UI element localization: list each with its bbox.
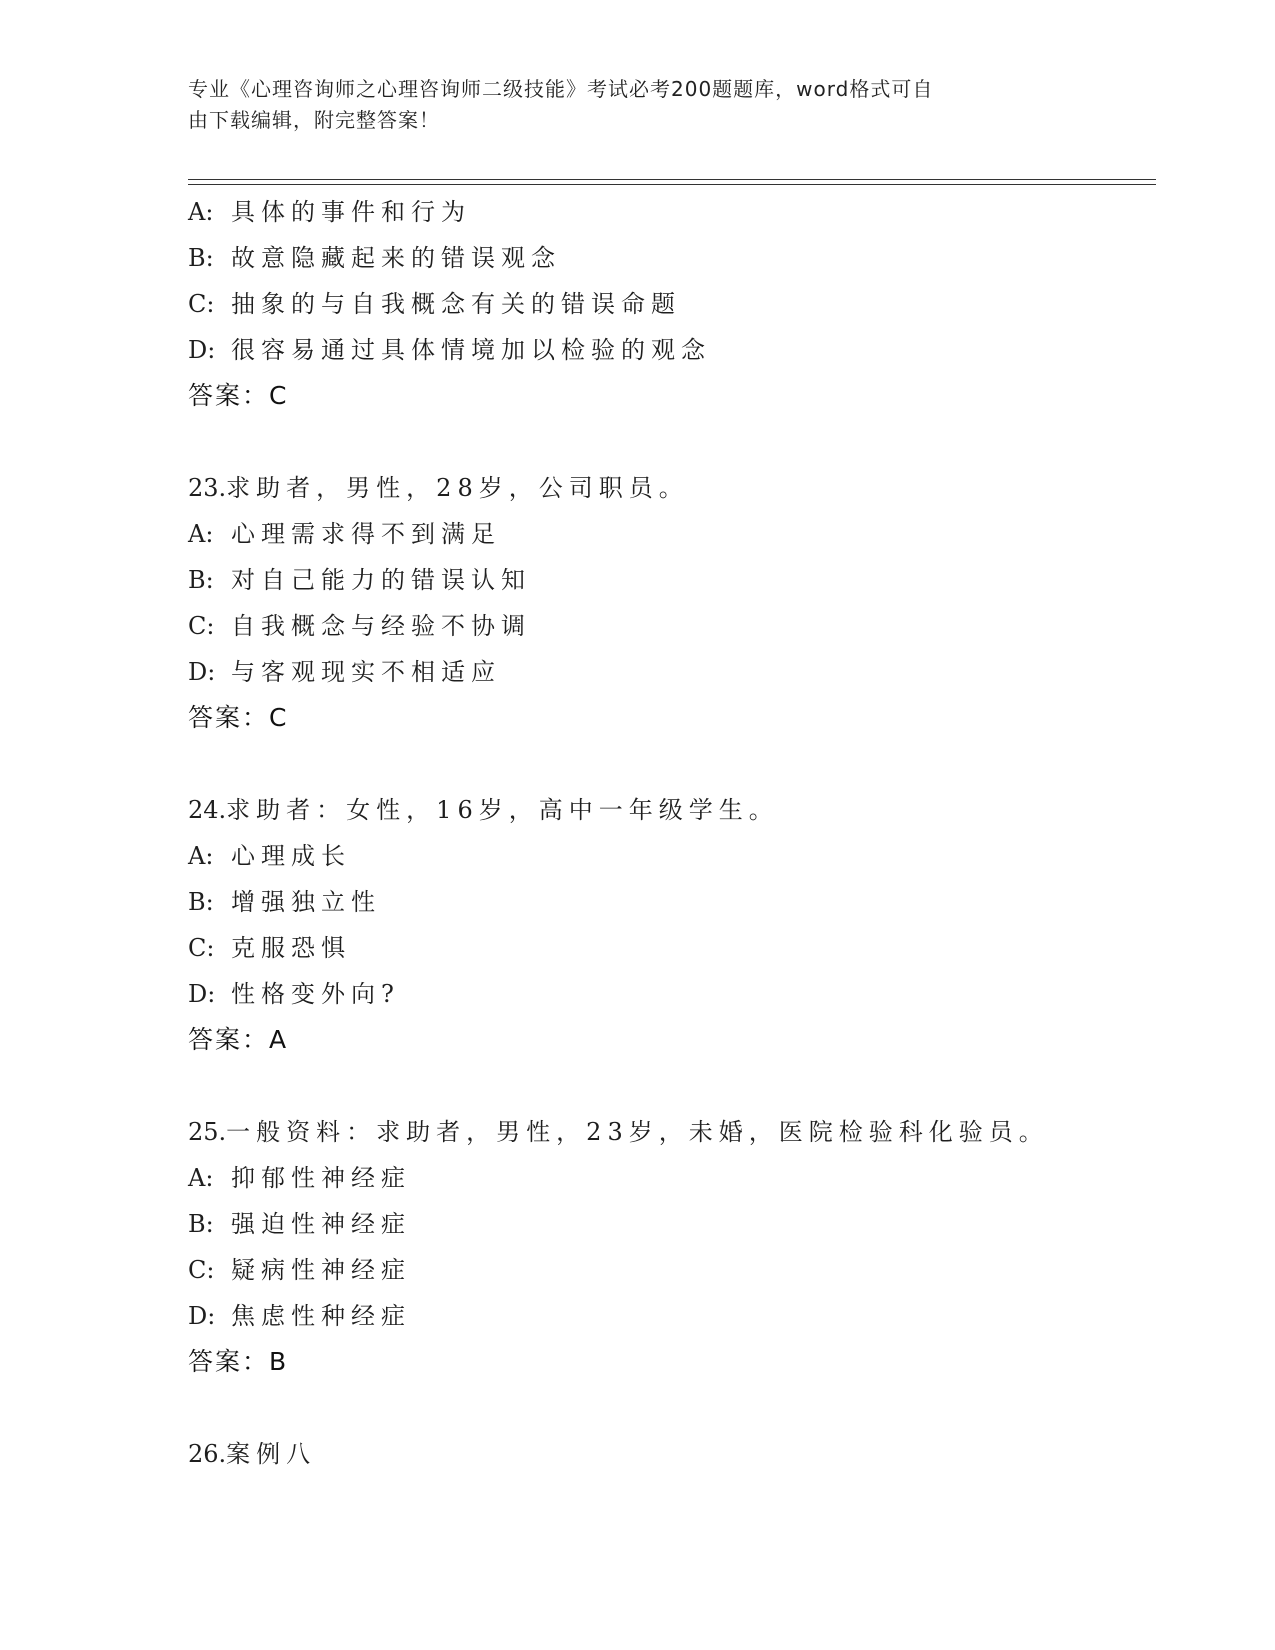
option-key: A: (188, 520, 214, 548)
option-b (188, 879, 1148, 925)
question-stem (188, 465, 1148, 511)
option-key: B: (188, 888, 214, 916)
question-text: 一般资料：求助者，男性，23岁，未婚，医院检验科化验员。 (226, 1118, 1049, 1146)
option-text: 心理成长 (231, 842, 351, 870)
header-line-2: 由下载编辑，附完整答案！ (188, 108, 440, 132)
header-divider-bottom (188, 184, 1156, 185)
question-number: 23. (188, 474, 227, 502)
header-divider-top (188, 179, 1156, 180)
answer-line: 答案：B (188, 1347, 289, 1376)
answer-line: 答案：A (188, 1025, 289, 1054)
question-number: 25. (188, 1118, 227, 1146)
option-a (188, 1155, 1148, 1201)
option-b (188, 235, 1148, 281)
option-key: A: (188, 1164, 214, 1192)
question-text: 求助者，男性，28岁，公司职员。 (226, 474, 689, 502)
option-c (188, 925, 1148, 971)
option-text: 性格变外向? (231, 980, 400, 1008)
option-b (188, 1201, 1148, 1247)
spacer (188, 1385, 1148, 1431)
spacer (188, 419, 1148, 465)
option-key: D: (188, 336, 216, 364)
option-text: 很容易通过具体情境加以检验的观念 (231, 336, 711, 364)
option-b (188, 557, 1148, 603)
option-text: 疑病性神经症 (231, 1256, 411, 1284)
answer-line: 答案：C (188, 381, 289, 410)
question-block-23 (188, 465, 1148, 741)
question-number: 26. (188, 1440, 227, 1468)
question-block-25 (188, 1109, 1148, 1385)
question-text: 求助者：女性，16岁，高中一年级学生。 (226, 796, 779, 824)
option-text: 增强独立性 (231, 888, 381, 916)
option-text: 故意隐藏起来的错误观念 (231, 244, 561, 272)
question-text: 案例八 (226, 1440, 317, 1468)
option-text: 自我概念与经验不协调 (231, 612, 531, 640)
answer-line: 答案：C (188, 703, 289, 732)
option-key: B: (188, 566, 214, 594)
option-key: B: (188, 244, 214, 272)
option-c (188, 1247, 1148, 1293)
question-block-22 (188, 189, 1148, 419)
option-d (188, 971, 1148, 1017)
option-d (188, 649, 1148, 695)
question-stem (188, 787, 1148, 833)
option-text: 具体的事件和行为 (231, 198, 471, 226)
option-text: 抽象的与自我概念有关的错误命题 (231, 290, 681, 318)
question-block-26 (188, 1431, 1148, 1477)
option-text: 抑郁性神经症 (231, 1164, 411, 1192)
option-key: D: (188, 980, 216, 1008)
question-stem (188, 1431, 1148, 1477)
option-text: 焦虑性种经症 (231, 1302, 411, 1330)
option-text: 克服恐惧 (231, 934, 351, 962)
question-list (188, 189, 1148, 1477)
header-line-1: 专业《心理咨询师之心理咨询师二级技能》考试必考200题题库，word格式可自 (188, 77, 934, 101)
question-stem (188, 1109, 1148, 1155)
option-text: 强迫性神经症 (231, 1210, 411, 1238)
option-text: 对自己能力的错误认知 (231, 566, 531, 594)
document-header (188, 74, 1068, 136)
option-key: C: (188, 1256, 215, 1284)
question-number: 24. (188, 796, 227, 824)
option-key: B: (188, 1210, 214, 1238)
option-key: A: (188, 198, 214, 226)
option-key: A: (188, 842, 214, 870)
spacer (188, 1063, 1148, 1109)
spacer (188, 741, 1148, 787)
option-key: D: (188, 658, 216, 686)
option-a (188, 189, 1148, 235)
option-text: 心理需求得不到满足 (231, 520, 501, 548)
question-block-24 (188, 787, 1148, 1063)
option-d (188, 1293, 1148, 1339)
option-c (188, 281, 1148, 327)
option-key: C: (188, 934, 215, 962)
option-a (188, 511, 1148, 557)
option-key: C: (188, 612, 215, 640)
option-key: D: (188, 1302, 216, 1330)
option-d (188, 327, 1148, 373)
option-a (188, 833, 1148, 879)
option-c (188, 603, 1148, 649)
option-text: 与客观现实不相适应 (231, 658, 501, 686)
option-key: C: (188, 290, 215, 318)
